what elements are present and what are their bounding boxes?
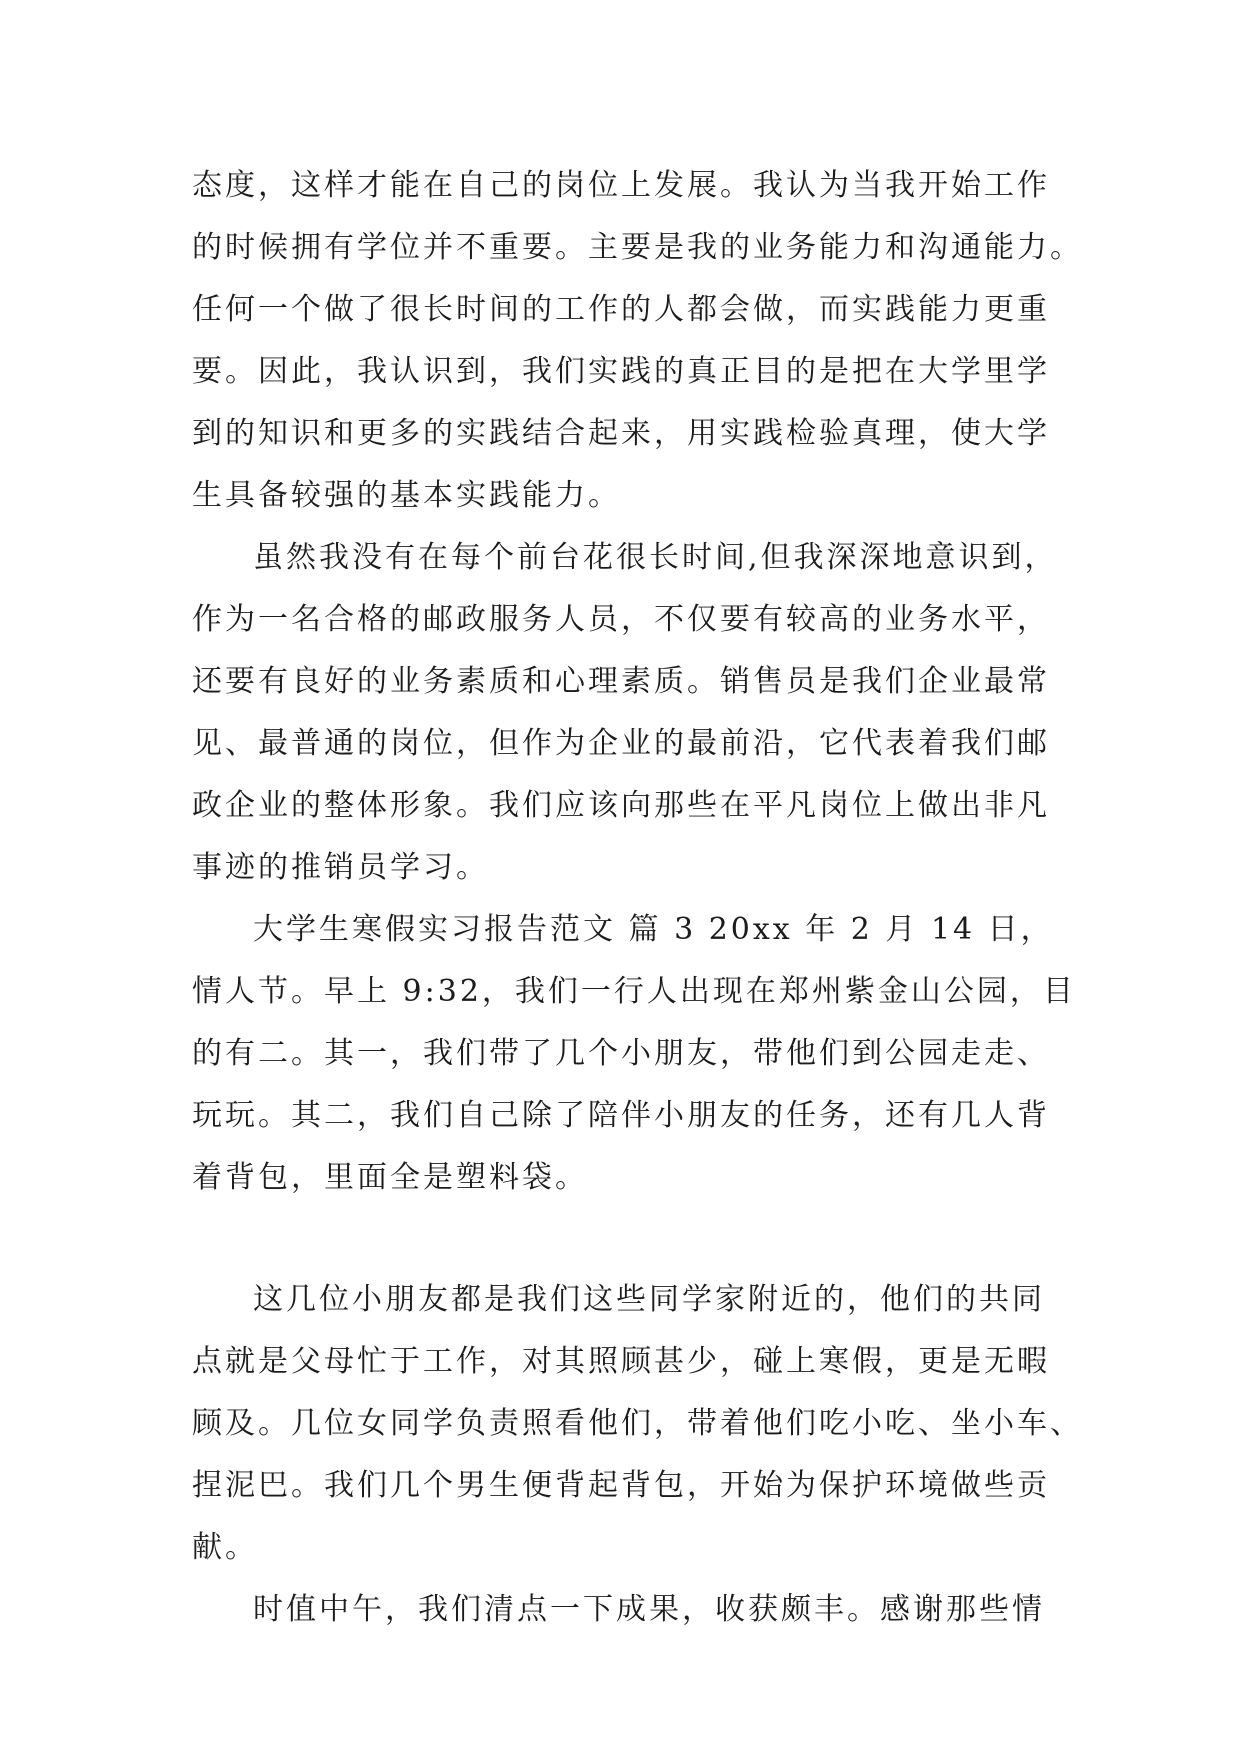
text-line: 还要有良好的业务素质和心理素质。销售员是我们企业最常: [192, 664, 1050, 699]
text-line: 的时候拥有学位并不重要。主要是我的业务能力和沟通能力。: [192, 230, 1083, 265]
text-line: 到的知识和更多的实践结合起来，用实践检验真理，使大学: [192, 416, 1050, 451]
text-line: 捏泥巴。我们几个男生便背起背包，开始为保护环境做些贡: [192, 1468, 1050, 1503]
text-line: 要。因此，我认识到，我们实践的真正目的是把在大学里学: [192, 354, 1050, 389]
text-line: 点就是父母忙于工作，对其照顾甚少，碰上寒假，更是无暇: [192, 1344, 1050, 1379]
text-line: 任何一个做了很长时间的工作的人都会做，而实践能力更重: [192, 292, 1050, 327]
text-line: 着背包，里面全是塑料袋。: [192, 1160, 588, 1195]
text-line: 顾及。几位女同学负责照看他们，带着他们吃小吃、坐小车、: [192, 1406, 1083, 1441]
paragraph-start-line: 这几位小朋友都是我们这些同学家附近的，他们的共同: [253, 1282, 1045, 1317]
text-line: 情人节。早上 9:32，我们一行人出现在郑州紫金山公园，目: [192, 974, 1076, 1009]
text-line: 献。: [192, 1530, 258, 1565]
section-heading-line: 大学生寒假实习报告范文 篇 3 20xx 年 2 月 14 日，: [253, 912, 1054, 947]
text-line: 政企业的整体形象。我们应该向那些在平凡岗位上做出非凡: [192, 788, 1050, 823]
text-line: 生具备较强的基本实践能力。: [192, 478, 621, 513]
text-line: 事迹的推销员学习。: [192, 850, 489, 885]
text-line: 的有二。其一，我们带了几个小朋友，带他们到公园走走、: [192, 1036, 1050, 1071]
paragraph-start-line: 时值中午，我们清点一下成果，收获颇丰。感谢那些情: [253, 1592, 1045, 1627]
text-line: 态度，这样才能在自己的岗位上发展。我认为当我开始工作: [192, 168, 1050, 203]
paragraph-start-line: 虽然我没有在每个前台花很长时间,但我深深地意识到，: [253, 540, 1058, 575]
text-line: 玩玩。其二，我们自己除了陪伴小朋友的任务，还有几人背: [192, 1098, 1050, 1133]
text-line: 作为一名合格的邮政服务人员，不仅要有较高的业务水平，: [192, 602, 1050, 637]
text-line: 见、最普通的岗位，但作为企业的最前沿，它代表着我们邮: [192, 726, 1050, 761]
